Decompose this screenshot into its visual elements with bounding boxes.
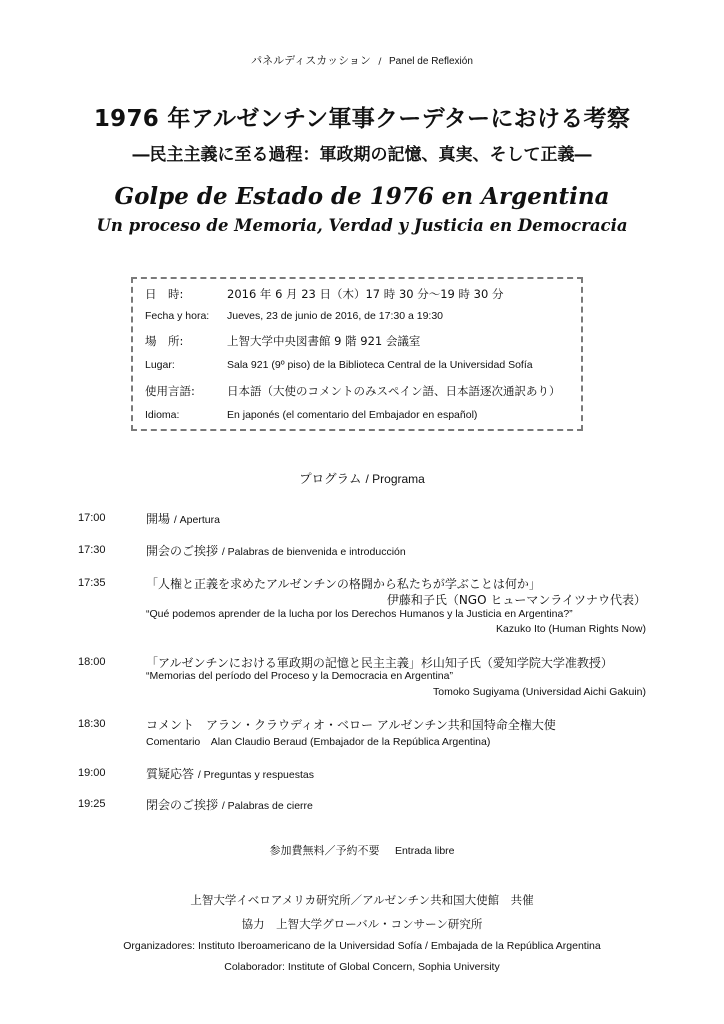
program-item-talk-ito-jp: 「人権と正義を求めたアルゼンチンの格闘から私たちが学ぶことは何か」 xyxy=(146,577,541,591)
speaker-sugiyama-es: Tomoko Sugiyama (Universidad Aichi Gakuin) xyxy=(432,686,646,698)
panel-label xyxy=(0,52,724,68)
organizers-es: Organizadores: Instituto Iberoamericano de la Universidad Sofía / Embajada de la República Argentina xyxy=(123,940,601,952)
free-entry-es: Entrada libre xyxy=(394,845,455,857)
program-item-welcome xyxy=(146,542,406,559)
program-item-comment-es: Comentario Alan Claudio Beraud (Embajador de la República Argentina) xyxy=(146,736,491,748)
program-item-comment-jp: コメント アラン・クラウディオ・ベロー アルゼンチン共和国特命全権大使 xyxy=(146,718,556,732)
program-time: 18:30 xyxy=(78,718,106,730)
language-label-jp: 使用言語: xyxy=(145,384,195,398)
program-item-es: / Palabras de bienvenida e introducción xyxy=(221,546,406,558)
program-item-closing xyxy=(146,796,313,813)
place-value-es: Sala 921 (9º piso) de la Biblioteca Central de la Universidad Sofía xyxy=(227,359,533,371)
language-value-es: En japonés (el comentario del Embajador en español) xyxy=(227,409,478,421)
place-label-jp: 場 所: xyxy=(145,334,184,348)
date-label-es: Fecha y hora: xyxy=(145,310,210,322)
place-label-es: Lugar: xyxy=(145,359,175,371)
collaborator-jp: 協力 上智大学グローバル・コンサーン研究所 xyxy=(241,917,483,931)
program-item-jp: 閉会のご挨拶 xyxy=(146,798,219,812)
free-entry-jp: 参加費無料／予約不要 xyxy=(269,844,380,857)
date-value-es: Jueves, 23 de junio de 2016, de 17:30 a 19:30 xyxy=(227,310,444,322)
program-time: 17:35 xyxy=(78,577,106,589)
program-time: 18:00 xyxy=(78,656,106,668)
collaborator-es: Colaborador: Institute of Global Concern, Sophia University xyxy=(224,961,500,973)
program-item-es: / Palabras de cierre xyxy=(221,800,313,812)
program-time: 19:00 xyxy=(78,767,106,779)
place-value-jp: 上智大学中央図書館 9 階 921 会議室 xyxy=(227,334,421,348)
program-heading xyxy=(0,469,724,487)
subtitle-es: Un proceso de Memoria, Verdad y Justicia en Democracia xyxy=(96,216,628,235)
panel-label-es: Panel de Reflexión xyxy=(388,56,473,67)
program-item-talk-sugiyama-es: “Memorias del período del Proceso y la Democracia en Argentina” xyxy=(146,670,453,682)
program-heading-es: / Programa xyxy=(365,472,425,486)
program-heading-jp: プログラム xyxy=(299,471,362,486)
language-label-es: Idioma: xyxy=(145,409,180,421)
program-item-opening xyxy=(146,510,220,527)
title-es: Golpe de Estado de 1976 en Argentina xyxy=(114,183,610,210)
subtitle-jp: ―民主主義に至る過程：軍政期の記憶、真実、そして正義― xyxy=(132,145,592,165)
date-value-jp: 2016 年 6 月 23 日（木）17 時 30 分～19 時 30 分 xyxy=(227,287,504,301)
title-jp: 1976 年アルゼンチン軍事クーデターにおける考察 xyxy=(93,106,631,132)
date-label-jp: 日 時: xyxy=(145,287,184,301)
program-item-es: / Apertura xyxy=(173,514,220,526)
organizers-jp: 上智大学イベロアメリカ研究所／アルゼンチン共和国大使館 共催 xyxy=(190,893,534,907)
program-time: 17:00 xyxy=(78,512,106,524)
speaker-ito-jp: 伊藤和子氏（NGO ヒューマンライツナウ代表） xyxy=(386,593,646,607)
program-item-jp: 質疑応答 xyxy=(146,767,195,781)
panel-label-separator: / xyxy=(378,57,382,67)
program-item-es: / Preguntas y respuestas xyxy=(197,769,314,781)
panel-label-jp: パネルディスカッション xyxy=(251,54,371,67)
program-item-jp: 開会のご挨拶 xyxy=(146,544,219,558)
language-value-jp: 日本語（大使のコメントのみスペイン語、日本語逐次通訳あり） xyxy=(227,384,561,398)
program-item-talk-sugiyama-jp: 「アルゼンチンにおける軍政期の記憶と民主主義」杉山知子氏（愛知学院大学准教授） xyxy=(146,656,613,670)
program-item-qa xyxy=(146,765,314,782)
program-item-jp: 開場 xyxy=(146,512,171,526)
speaker-ito-es: Kazuko Ito (Human Rights Now) xyxy=(496,623,646,635)
free-entry-note xyxy=(0,842,724,858)
program-item-talk-ito-es: “Qué podemos aprender de la lucha por los Derechos Humanos y la Justicia en Argentina?” xyxy=(146,608,573,620)
program-time: 19:25 xyxy=(78,798,106,810)
program-time: 17:30 xyxy=(78,544,106,556)
